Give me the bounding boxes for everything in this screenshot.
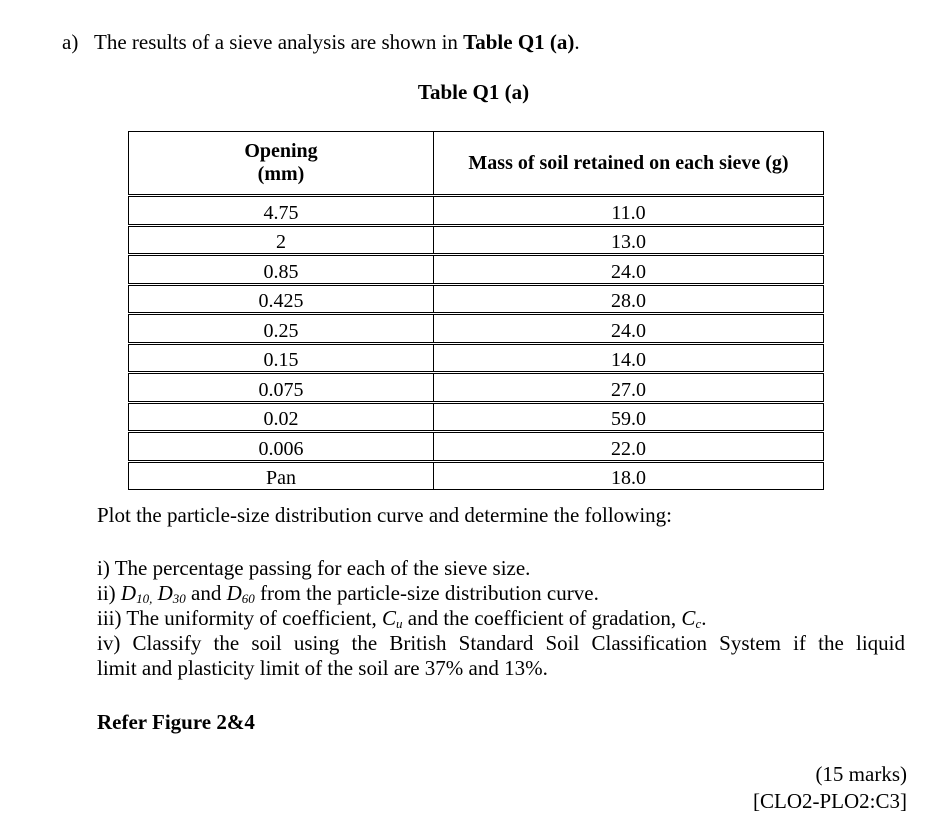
task-classify-soil bbox=[97, 631, 905, 681]
opening-header-line2: (mm) bbox=[257, 163, 305, 185]
mass-cell: 28.0 bbox=[434, 284, 824, 314]
opening-cell: 0.02 bbox=[129, 402, 434, 432]
table-caption: Table Q1 (a) bbox=[417, 80, 530, 104]
mass-header: Mass of soil retained on each sieve (g) bbox=[434, 132, 824, 196]
opening-cell: 0.25 bbox=[129, 314, 434, 344]
mass-cell: 11.0 bbox=[434, 196, 824, 226]
table-reference: Table Q1 (a) bbox=[463, 30, 575, 54]
mass-cell: 22.0 bbox=[434, 432, 824, 462]
table-row bbox=[129, 314, 824, 344]
task-percentage-passing: i) The percentage passing for each of the sieve size. bbox=[97, 556, 531, 580]
table-header-row bbox=[129, 132, 824, 196]
table-row bbox=[129, 432, 824, 462]
instruction-text: Plot the particle-size distribution curve and determine the following: bbox=[97, 503, 673, 527]
mass-cell: 18.0 bbox=[611, 467, 646, 489]
table-row bbox=[129, 255, 824, 285]
sieve-analysis-table bbox=[128, 131, 824, 490]
opening-cell: 0.006 bbox=[129, 432, 434, 462]
task-classify-line1: iv) Classify the soil using the British Standard Soil Classification System if the liquid bbox=[97, 631, 905, 655]
task-d-values: ii) $D_{10,}$ $D_{30}$ and $D_{60}$ from the particle-size distribution curve. bbox=[97, 581, 599, 606]
mass-cell: 24.0 bbox=[434, 314, 824, 344]
task-coefficients: iii) The uniformity of coefficient, $C_u$ and the coefficient of gradation, $C_c$. bbox=[97, 606, 707, 631]
table-row bbox=[129, 373, 824, 403]
marks-label: (15 marks) bbox=[815, 762, 907, 786]
table-row bbox=[129, 196, 824, 226]
task-classify-line2: limit and plasticity limit of the soil are 37% and 13%. bbox=[97, 656, 548, 680]
mass-cell: 59.0 bbox=[434, 402, 824, 432]
opening-cell: 2 bbox=[129, 225, 434, 255]
refer-figure: Refer Figure 2&4 bbox=[97, 710, 255, 734]
table-row bbox=[129, 284, 824, 314]
intro-period: . bbox=[574, 30, 580, 54]
opening-cell: 0.85 bbox=[129, 255, 434, 285]
question-label: a) bbox=[62, 30, 79, 54]
question-intro bbox=[62, 30, 580, 55]
mass-cell: 24.0 bbox=[434, 255, 824, 285]
intro-text: The results of a sieve analysis are shown in bbox=[94, 30, 464, 54]
opening-cell: 0.15 bbox=[129, 343, 434, 373]
table-row bbox=[129, 343, 824, 373]
table-row bbox=[129, 402, 824, 432]
table-row bbox=[129, 461, 824, 490]
clo-label: [CLO2-PLO2:C3] bbox=[753, 789, 907, 813]
mass-cell: 13.0 bbox=[434, 225, 824, 255]
table-body bbox=[129, 196, 824, 490]
opening-cell: Pan bbox=[129, 461, 434, 490]
mass-cell: 27.0 bbox=[434, 373, 824, 403]
opening-cell: 0.425 bbox=[129, 284, 434, 314]
table-row bbox=[129, 225, 824, 255]
opening-header-line1: Opening bbox=[244, 140, 318, 162]
opening-header bbox=[129, 132, 434, 196]
mass-cell: 14.0 bbox=[434, 343, 824, 373]
opening-cell: 0.075 bbox=[129, 373, 434, 403]
opening-cell: 4.75 bbox=[129, 196, 434, 226]
